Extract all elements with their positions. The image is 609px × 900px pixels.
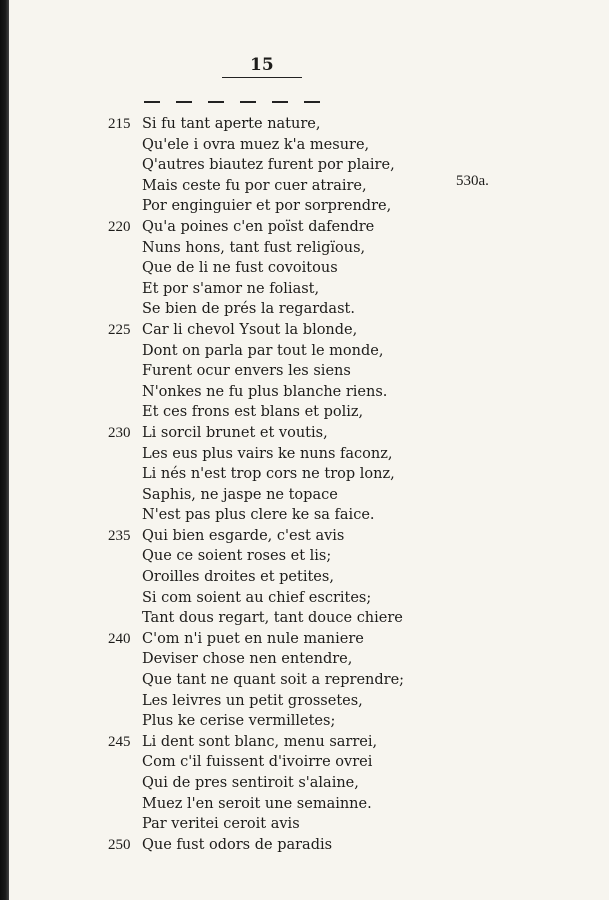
verse-line	[0, 670, 609, 691]
verse-line	[0, 629, 609, 650]
line-text: Deviser chose nen entendre,	[142, 651, 353, 668]
verse-line	[0, 814, 609, 835]
line-text: Les leivres un petit grossetes,	[142, 692, 363, 709]
line-text: Plus ke cerise vermilletes;	[142, 713, 336, 730]
verse-line	[0, 382, 609, 403]
line-text: Oroilles droites et petites,	[142, 569, 334, 586]
line-text: Qu'ele i ovra muez k'a mesure,	[142, 136, 370, 153]
verse-block	[0, 114, 609, 855]
verse-line	[0, 176, 609, 197]
header-rule	[222, 77, 302, 78]
verse-line	[0, 608, 609, 629]
line-number: 245	[108, 733, 131, 750]
verse-line	[0, 196, 609, 217]
line-number: 225	[108, 321, 131, 338]
line-text: Se bien de prés la regardast.	[142, 301, 355, 318]
dash	[144, 101, 160, 103]
verse-line	[0, 135, 609, 156]
verse-line	[0, 773, 609, 794]
dash	[208, 101, 224, 103]
verse-line	[0, 114, 609, 135]
verse-line	[0, 835, 609, 856]
margin-note: 530a.	[456, 173, 489, 189]
line-text: Qui bien esgarde, c'est avis	[142, 527, 345, 544]
line-number: 250	[108, 836, 131, 853]
verse-line	[0, 691, 609, 712]
line-text: Tant dous regart, tant douce chiere	[142, 610, 403, 627]
line-text: N'est pas plus clere ke sa faice.	[142, 507, 375, 524]
verse-line	[0, 258, 609, 279]
verse-line	[0, 485, 609, 506]
verse-line	[0, 752, 609, 773]
verse-line	[0, 711, 609, 732]
verse-line	[0, 217, 609, 238]
verse-line	[0, 732, 609, 753]
verse-line	[0, 794, 609, 815]
verse-line	[0, 238, 609, 259]
verse-line	[0, 341, 609, 362]
line-text: Les eus plus vairs ke nuns faconz,	[142, 445, 393, 462]
line-text: N'onkes ne fu plus blanche riens.	[142, 383, 388, 400]
line-text: Muez l'en seroit une semainne.	[142, 795, 372, 812]
line-text: Li sorcil brunet et voutis,	[142, 424, 328, 441]
verse-line	[0, 464, 609, 485]
line-number: 235	[108, 527, 131, 544]
dash	[272, 101, 288, 103]
verse-line	[0, 649, 609, 670]
verse-line	[0, 279, 609, 300]
dash	[240, 101, 256, 103]
page-number: 15	[250, 55, 274, 75]
line-text: Car li chevol Ysout la blonde,	[142, 321, 358, 338]
verse-line	[0, 320, 609, 341]
line-text: Por enginguier et por sorprendre,	[142, 198, 392, 215]
line-text: Li dent sont blanc, menu sarrei,	[142, 733, 378, 750]
verse-line	[0, 505, 609, 526]
verse-line	[0, 588, 609, 609]
line-text: Qui de pres sentiroit s'alaine,	[142, 775, 359, 791]
line-text: Que de li ne fust covoitous	[142, 260, 338, 277]
line-text: C'om n'i puet en nule maniere	[142, 630, 364, 647]
verse-line	[0, 546, 609, 567]
line-text: Si fu tant aperte nature,	[142, 116, 321, 132]
line-text: Nuns hons, tant fust religïous,	[142, 239, 366, 256]
line-text: Saphis, ne jaspe ne topace	[142, 486, 338, 503]
line-text: Et ces frons est blans et poliz,	[142, 404, 364, 421]
line-text: Que ce soient roses et lis;	[142, 548, 332, 565]
line-text: Que tant ne quant soit a reprendre;	[142, 672, 405, 689]
verse-line	[0, 444, 609, 465]
line-text: Par veritei ceroit avis	[142, 816, 300, 833]
verse-line	[0, 361, 609, 382]
line-text: Mais ceste fu por cuer atraire,	[142, 177, 367, 194]
verse-line	[0, 402, 609, 423]
line-number: 220	[108, 218, 131, 235]
line-text: Furent ocur envers les siens	[142, 363, 351, 380]
dash	[304, 101, 320, 103]
verse-line	[0, 526, 609, 547]
line-text: Que fust odors de paradis	[142, 836, 333, 853]
verse-line	[0, 567, 609, 588]
line-number: 240	[108, 630, 131, 647]
line-text: Et por s'amor ne foliast,	[142, 280, 320, 297]
verse-line	[0, 155, 609, 176]
line-number: 230	[108, 424, 131, 441]
lacuna-dashes	[144, 101, 334, 103]
line-text: Li nés n'est trop cors ne trop lonz,	[142, 466, 395, 483]
line-text: Si com soient au chief escrites;	[142, 589, 372, 606]
line-number: 215	[108, 116, 131, 132]
verse-line	[0, 299, 609, 320]
line-text: Q'autres biautez furent por plaire,	[142, 157, 395, 174]
line-text: Com c'il fuissent d'ivoirre ovrei	[142, 754, 373, 771]
line-text: Qu'a poines c'en poïst dafendre	[142, 218, 375, 235]
verse-line	[0, 423, 609, 444]
dash	[176, 101, 192, 103]
line-text: Dont on parla par tout le monde,	[142, 342, 384, 359]
